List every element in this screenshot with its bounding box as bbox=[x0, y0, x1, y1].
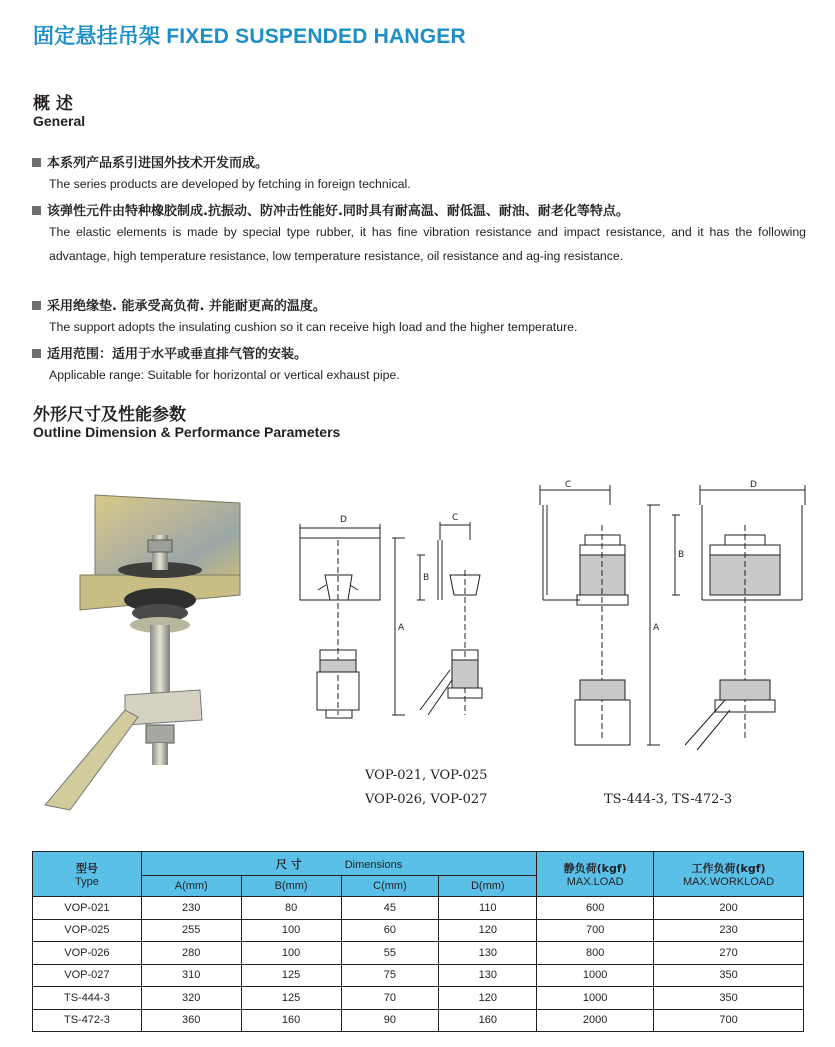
bullet-square-icon bbox=[32, 206, 41, 215]
table-cell: 130 bbox=[439, 942, 537, 965]
general-item-3-en: The support adopts the insulating cushion so it can receive high load and the higher temperature. bbox=[49, 320, 578, 334]
ts-drawing bbox=[525, 475, 815, 755]
header-col-c: C(mm) bbox=[341, 876, 439, 897]
dim-label-d: D bbox=[340, 515, 347, 525]
table-cell: 75 bbox=[341, 964, 439, 987]
table-cell: 230 bbox=[141, 897, 241, 920]
table-cell: 90 bbox=[341, 1009, 439, 1032]
caption-ts: TS-444-3, TS-472-3 bbox=[604, 792, 733, 807]
general-item-1-en: The series products are developed by fetching in foreign technical. bbox=[49, 177, 411, 191]
table-cell: VOP-027 bbox=[33, 964, 142, 987]
general-item-1-cn: 本系列产品系引进国外技术开发而成。 bbox=[32, 152, 268, 171]
table-cell: 270 bbox=[654, 942, 804, 965]
caption-vop-2: VOP-026, VOP-027 bbox=[365, 792, 488, 807]
dim-label-a-ts: A bbox=[653, 623, 660, 633]
general-item-4-en: Applicable range: Suitable for horizontal or vertical exhaust pipe. bbox=[49, 368, 400, 382]
table-cell: 320 bbox=[141, 987, 241, 1010]
table-row bbox=[33, 1009, 804, 1032]
table-cell: 60 bbox=[341, 919, 439, 942]
table-cell: VOP-021 bbox=[33, 897, 142, 920]
table-cell: 350 bbox=[654, 964, 804, 987]
header-col-b: B(mm) bbox=[241, 876, 341, 897]
table-cell: 130 bbox=[439, 964, 537, 987]
general-item-3-cn: 采用绝缘垫. 能承受高负荷. 并能耐更高的温度。 bbox=[32, 295, 326, 314]
hanger-photo bbox=[40, 485, 270, 815]
table-cell: 100 bbox=[241, 919, 341, 942]
dim-label-c-ts: C bbox=[565, 480, 572, 490]
table-cell: VOP-025 bbox=[33, 919, 142, 942]
outline-heading-cn: 外形尺寸及性能参数 bbox=[33, 405, 186, 425]
table-cell: TS-444-3 bbox=[33, 987, 142, 1010]
table-cell: 80 bbox=[241, 897, 341, 920]
bullet-square-icon bbox=[32, 301, 41, 310]
table-cell: VOP-026 bbox=[33, 942, 142, 965]
table-cell: TS-472-3 bbox=[33, 1009, 142, 1032]
outline-heading-en: Outline Dimension & Performance Parameters bbox=[33, 424, 341, 440]
table-cell: 230 bbox=[654, 919, 804, 942]
vop-drawing bbox=[280, 510, 520, 750]
dim-label-b-ts: B bbox=[678, 550, 685, 560]
general-heading-cn: 概 述 bbox=[33, 94, 73, 114]
table-cell: 360 bbox=[141, 1009, 241, 1032]
table-row bbox=[33, 942, 804, 965]
general-item-2-en: The elastic elements is made by special type rubber, it has fine vibration resistance and impact resistance, and it has the following advantage, high temperature resistance, low temperature resistance, oil resistance and ag-ing resistance. bbox=[49, 225, 806, 263]
table-cell: 125 bbox=[241, 987, 341, 1010]
header-max-workload: 工作负荷(kgf) MAX.WORKLOAD bbox=[654, 852, 804, 897]
table-row bbox=[33, 897, 804, 920]
table-cell: 280 bbox=[141, 942, 241, 965]
page-title bbox=[33, 20, 466, 50]
table-cell: 700 bbox=[654, 1009, 804, 1032]
table-cell: 120 bbox=[439, 987, 537, 1010]
caption-vop-1: VOP-021, VOP-025 bbox=[365, 768, 488, 783]
dim-label-a: A bbox=[398, 623, 405, 633]
header-max-load: 静负荷(kgf) MAX.LOAD bbox=[537, 852, 654, 897]
table-cell: 110 bbox=[439, 897, 537, 920]
table-cell: 1000 bbox=[537, 964, 654, 987]
table-cell: 700 bbox=[537, 919, 654, 942]
table-row bbox=[33, 987, 804, 1010]
bullet-square-icon bbox=[32, 349, 41, 358]
general-item-2-cn: 该弹性元件由特种橡胶制成.抗振动、防冲击性能好.同时具有耐高温、耐低温、耐油、耐老化等特点。 bbox=[32, 200, 629, 219]
table-cell: 160 bbox=[241, 1009, 341, 1032]
table-cell: 125 bbox=[241, 964, 341, 987]
spec-table bbox=[32, 851, 804, 1032]
table-cell: 600 bbox=[537, 897, 654, 920]
table-cell: 255 bbox=[141, 919, 241, 942]
general-item-4-cn: 适用范围：适用于水平或垂直排气管的安装。 bbox=[32, 343, 307, 362]
table-row bbox=[33, 964, 804, 987]
page-title-cn: 固定悬挂吊架 bbox=[33, 24, 161, 48]
table-cell: 350 bbox=[654, 987, 804, 1010]
header-dimensions: 尺 寸 Dimensions bbox=[141, 852, 536, 876]
table-cell: 200 bbox=[654, 897, 804, 920]
dim-label-d-ts: D bbox=[750, 480, 757, 490]
table-cell: 310 bbox=[141, 964, 241, 987]
header-col-d: D(mm) bbox=[439, 876, 537, 897]
header-type: 型号 Type bbox=[33, 852, 142, 897]
table-cell: 2000 bbox=[537, 1009, 654, 1032]
general-heading-en: General bbox=[33, 113, 86, 129]
table-cell: 45 bbox=[341, 897, 439, 920]
header-col-a: A(mm) bbox=[141, 876, 241, 897]
bullet-square-icon bbox=[32, 158, 41, 167]
page-title-en: FIXED SUSPENDED HANGER bbox=[166, 25, 466, 48]
table-cell: 120 bbox=[439, 919, 537, 942]
table-cell: 100 bbox=[241, 942, 341, 965]
table-cell: 800 bbox=[537, 942, 654, 965]
dim-label-b: B bbox=[423, 573, 430, 583]
table-cell: 70 bbox=[341, 987, 439, 1010]
table-cell: 160 bbox=[439, 1009, 537, 1032]
table-cell: 1000 bbox=[537, 987, 654, 1010]
table-row bbox=[33, 919, 804, 942]
table-cell: 55 bbox=[341, 942, 439, 965]
dim-label-c: C bbox=[452, 513, 459, 523]
